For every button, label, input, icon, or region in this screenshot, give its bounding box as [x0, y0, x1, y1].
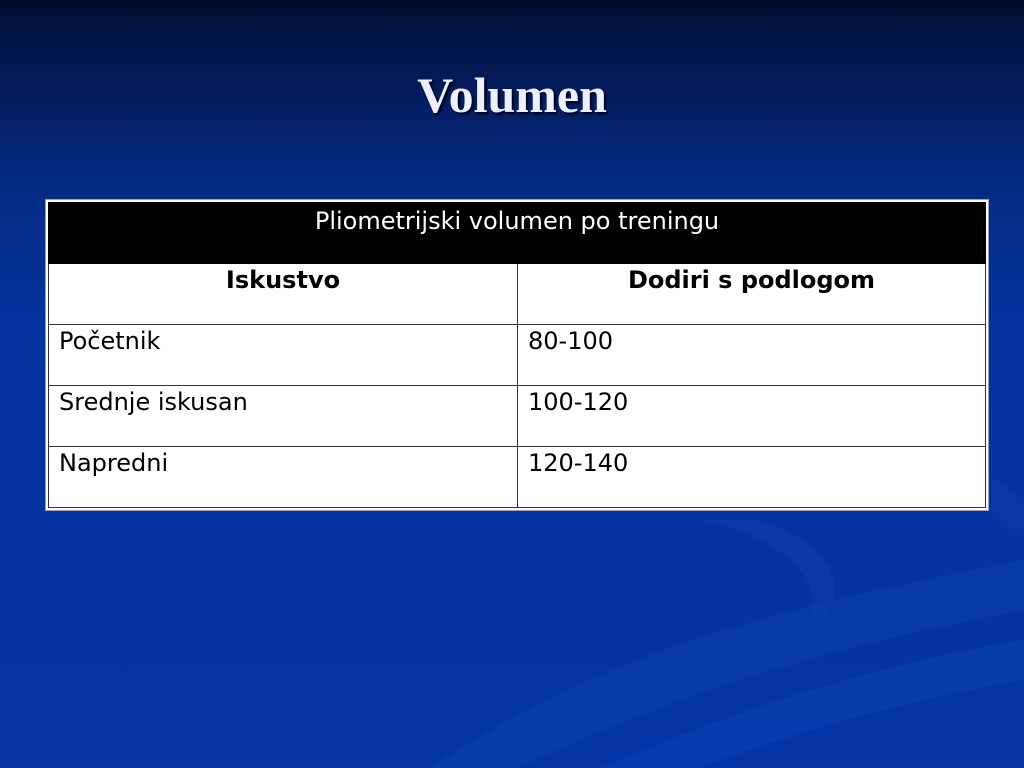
table-header-row — [49, 264, 986, 325]
experience-cell: Napredni — [49, 447, 518, 508]
volume-table-container — [45, 199, 989, 511]
table-caption-row — [49, 203, 986, 264]
column-header-ground-contacts: Dodiri s podlogom — [518, 264, 986, 325]
slide-title: Volumen — [417, 67, 607, 123]
experience-cell: Srednje iskusan — [49, 386, 518, 447]
experience-cell: Početnik — [49, 325, 518, 386]
table-row — [49, 386, 986, 447]
table-row — [49, 447, 986, 508]
table-row — [49, 325, 986, 386]
table-caption: Pliometrijski volumen po treningu — [49, 203, 986, 264]
ground-contacts-cell: 100-120 — [518, 386, 986, 447]
ground-contacts-cell: 120-140 — [518, 447, 986, 508]
column-header-experience: Iskustvo — [49, 264, 518, 325]
volume-table — [48, 202, 986, 508]
ground-contacts-cell: 80-100 — [518, 325, 986, 386]
